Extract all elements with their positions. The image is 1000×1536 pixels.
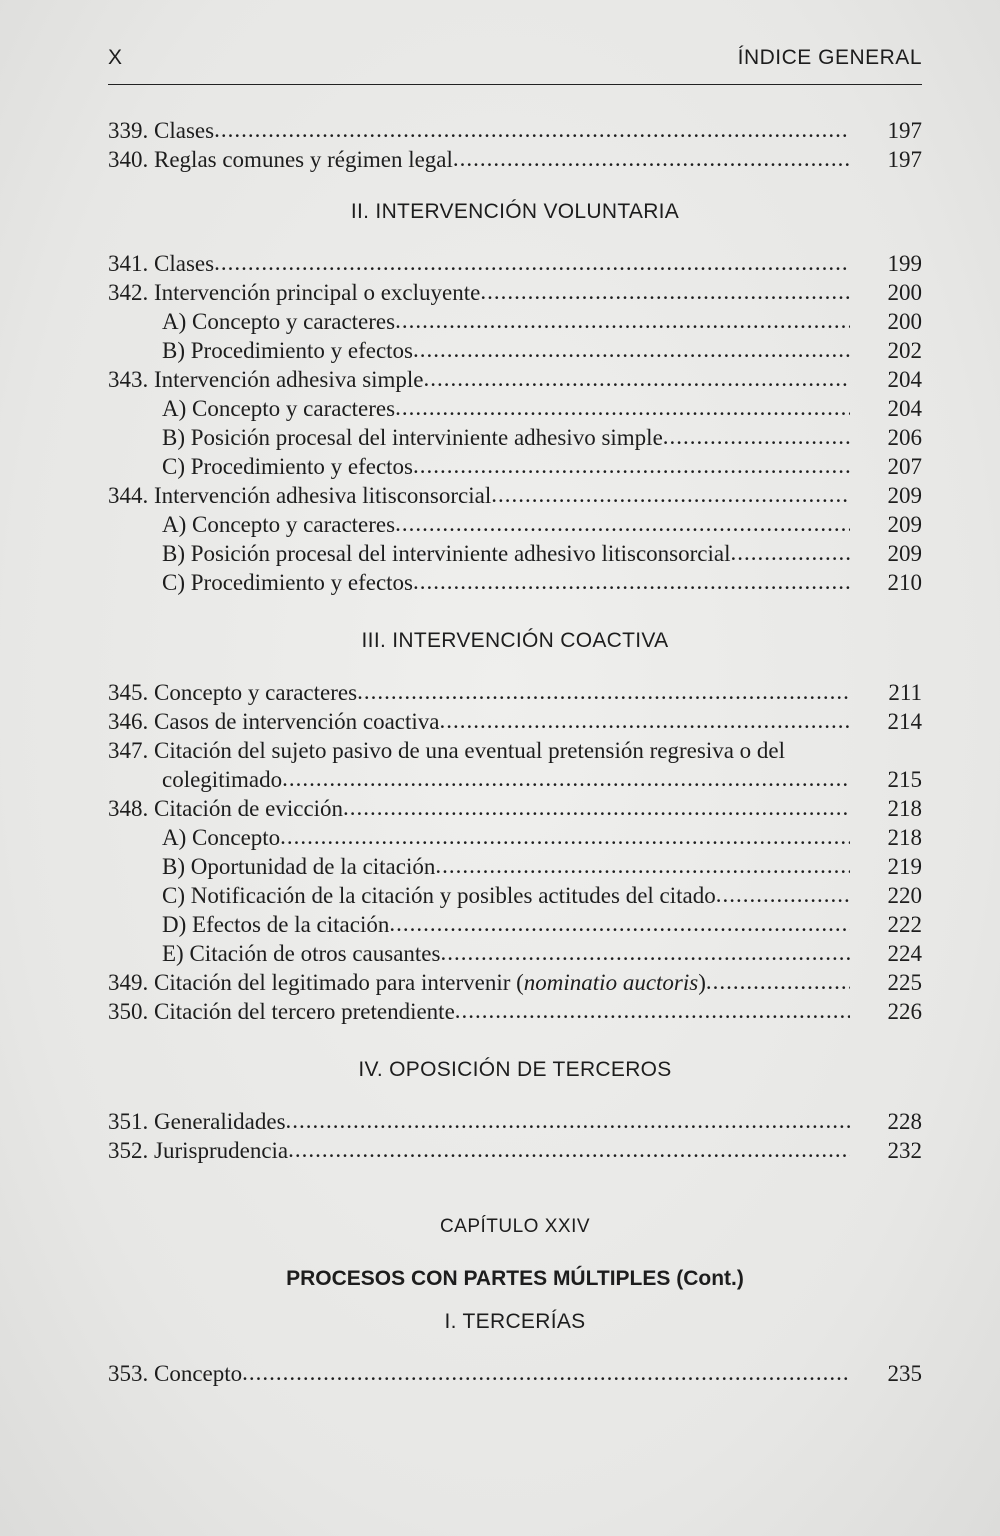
toc-entry-346	[108, 707, 922, 736]
chapter-label: CAPÍTULO XXIV	[439, 1216, 591, 1237]
chapter-title: PROCESOS CON PARTES MÚLTIPLES (Cont.)	[286, 1267, 744, 1290]
entry-number: 349.	[108, 970, 149, 995]
section-heading-tercerias: I. TERCERÍAS	[444, 1310, 586, 1333]
entry-title: Intervención principal o excluyente	[154, 280, 481, 305]
dot-leader	[480, 277, 850, 306]
dot-leader	[491, 480, 850, 509]
entry-number: 343.	[108, 367, 149, 392]
entry-page: 197	[887, 147, 922, 172]
entry-page: 232	[887, 1138, 922, 1163]
entry-page: 220	[887, 883, 922, 908]
toc-entry-342	[108, 278, 922, 307]
dot-leader	[395, 393, 850, 422]
entry-page: 204	[887, 396, 922, 421]
entry-title: B) Posición procesal del interviniente adhesivo litisconsorcial	[162, 541, 731, 566]
toc-subentry	[108, 823, 922, 852]
entry-page: 204	[887, 367, 922, 392]
entry-title: A) Concepto y caracteres	[162, 396, 396, 421]
entry-number: 345.	[108, 680, 149, 705]
toc-subentry	[108, 539, 922, 568]
entry-page: 224	[887, 941, 922, 966]
entry-title: Generalidades	[154, 1109, 286, 1134]
entry-number: 344.	[108, 483, 149, 508]
entry-number: 353.	[108, 1361, 149, 1386]
toc-content	[108, 116, 922, 1388]
toc-entry-345	[108, 678, 922, 707]
entry-page: 200	[887, 309, 922, 334]
entry-title: Intervención adhesiva litisconsorcial	[154, 483, 492, 508]
toc-entry-343	[108, 365, 922, 394]
entry-title: Reglas comunes y régimen legal	[154, 147, 453, 172]
dot-leader	[435, 851, 850, 880]
dot-leader	[413, 451, 850, 480]
entry-title-start: Citación del legitimado para intervenir (	[154, 970, 524, 995]
dot-leader	[413, 335, 850, 364]
toc-subentry	[108, 881, 922, 910]
dot-leader	[453, 144, 850, 173]
entry-title: Citación del tercero pretendiente	[154, 999, 455, 1024]
entry-page: 211	[888, 680, 922, 705]
entry-number: 340.	[108, 147, 149, 172]
toc-entry-352	[108, 1136, 922, 1165]
entry-title: Clases	[154, 251, 215, 276]
entry-number: 339.	[108, 118, 149, 143]
entry-title: Clases	[154, 118, 215, 143]
dot-leader	[730, 538, 850, 567]
entry-number: 347.	[108, 738, 149, 763]
dot-leader	[439, 706, 850, 735]
entry-page: 214	[887, 709, 922, 734]
entry-page: 210	[887, 570, 922, 595]
running-header	[108, 46, 922, 70]
entry-title-italic: nominatio auctoris	[523, 970, 699, 995]
header-title: ÍNDICE GENERAL	[737, 46, 922, 69]
dot-leader	[455, 996, 850, 1025]
entry-number: 346.	[108, 709, 149, 734]
dot-leader	[395, 306, 850, 335]
entry-title: Intervención adhesiva simple	[154, 367, 424, 392]
entry-number: 342.	[108, 280, 149, 305]
dot-leader	[282, 764, 850, 793]
entry-page: 209	[887, 512, 922, 537]
dot-leader	[706, 967, 850, 996]
entry-number: 350.	[108, 999, 149, 1024]
entry-number: 348.	[108, 796, 149, 821]
dot-leader	[286, 1106, 850, 1135]
dot-leader	[214, 248, 850, 277]
entry-page: 226	[887, 999, 922, 1024]
entry-number: 351.	[108, 1109, 149, 1134]
entry-title-continued: colegitimado	[162, 767, 283, 792]
entry-page: 228	[887, 1109, 922, 1134]
entry-title: Concepto y caracteres	[154, 680, 358, 705]
page-label: X	[108, 46, 123, 69]
entry-title: Jurisprudencia	[154, 1138, 289, 1163]
toc-subentry	[108, 939, 922, 968]
entry-title: D) Efectos de la citación	[162, 912, 390, 937]
entry-page: 202	[887, 338, 922, 363]
toc-subentry	[108, 510, 922, 539]
entry-page: 225	[887, 970, 922, 995]
entry-page: 222	[887, 912, 922, 937]
dot-leader	[424, 364, 850, 393]
entry-page: 219	[887, 854, 922, 879]
toc-entry-351	[108, 1107, 922, 1136]
dot-leader	[288, 1135, 850, 1164]
dot-leader	[413, 567, 850, 596]
toc-entry-349	[108, 968, 922, 997]
toc-subentry	[108, 394, 922, 423]
entry-title: A) Concepto y caracteres	[162, 512, 396, 537]
entry-title: C) Procedimiento y efectos	[162, 454, 414, 479]
section-heading-voluntaria: II. INTERVENCIÓN VOLUNTARIA	[350, 200, 680, 223]
toc-entry-344	[108, 481, 922, 510]
dot-leader	[214, 115, 850, 144]
entry-number: 341.	[108, 251, 149, 276]
entry-title: B) Procedimiento y efectos	[162, 338, 414, 363]
entry-title: Concepto	[154, 1361, 243, 1386]
entry-title: Citación del sujeto pasivo de una eventual pretensión regresiva o del	[154, 738, 786, 763]
entry-title: Casos de intervención coactiva	[154, 709, 440, 734]
toc-entry-350	[108, 997, 922, 1026]
entry-page: 215	[887, 767, 922, 792]
entry-page: 218	[887, 825, 922, 850]
toc-subentry	[108, 852, 922, 881]
entry-title: E) Citación de otros causantes	[162, 941, 441, 966]
dot-leader	[395, 509, 850, 538]
section-heading-oposicion: IV. OPOSICIÓN DE TERCEROS	[358, 1058, 672, 1081]
entry-title: A) Concepto y caracteres	[162, 309, 396, 334]
entry-title: C) Notificación de la citación y posibles actitudes del citado	[162, 883, 716, 908]
entry-page: 218	[887, 796, 922, 821]
toc-subentry	[108, 452, 922, 481]
entry-title-end: )	[698, 970, 706, 995]
dot-leader	[242, 1358, 850, 1387]
entry-title: C) Procedimiento y efectos	[162, 570, 414, 595]
entry-page: 199	[887, 251, 922, 276]
entry-page: 209	[887, 483, 922, 508]
toc-subentry	[108, 568, 922, 597]
section-heading-coactiva: III. INTERVENCIÓN COACTIVA	[361, 629, 669, 652]
toc-entry-341	[108, 249, 922, 278]
entry-page: 235	[887, 1361, 922, 1386]
entry-title: Citación de evicción	[154, 796, 344, 821]
toc-subentry	[108, 336, 922, 365]
entry-number: 352.	[108, 1138, 149, 1163]
toc-subentry	[108, 423, 922, 452]
toc-subentry	[108, 910, 922, 939]
header-rule	[108, 84, 922, 85]
entry-page: 197	[887, 118, 922, 143]
entry-title: A) Concepto	[162, 825, 281, 850]
entry-page: 200	[887, 280, 922, 305]
entry-page: 206	[887, 425, 922, 450]
dot-leader	[357, 677, 850, 706]
entry-page: 207	[887, 454, 922, 479]
toc-entry-348	[108, 794, 922, 823]
dot-leader	[343, 793, 850, 822]
entry-page: 209	[887, 541, 922, 566]
dot-leader	[663, 422, 850, 451]
toc-entry-339	[108, 116, 922, 145]
toc-subentry	[108, 307, 922, 336]
toc-entry-347	[108, 736, 922, 794]
toc-entry-353	[108, 1359, 922, 1388]
dot-leader	[716, 880, 850, 909]
dot-leader	[440, 938, 850, 967]
dot-leader	[280, 822, 850, 851]
dot-leader	[389, 909, 850, 938]
entry-title: B) Posición procesal del interviniente adhesivo simple	[162, 425, 663, 450]
toc-entry-340	[108, 145, 922, 174]
entry-title: B) Oportunidad de la citación	[162, 854, 436, 879]
entry-title	[154, 968, 706, 997]
